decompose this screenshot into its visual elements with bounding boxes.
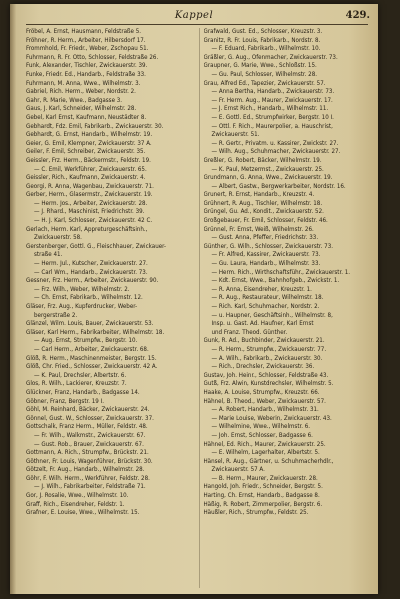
directory-entry: Hangold, Joh. Friedr., Schneider, Bergstr. 5. <box>203 483 323 491</box>
directory-entry: — Herm. Rich., Wirthschaftsführ., Zwickauerstr. 1. <box>211 268 351 276</box>
page-binding-shadow <box>10 4 16 594</box>
directory-entry: — Carl Herm., Arbeiter, Zwickauerstr. 68. <box>34 345 149 353</box>
left-column <box>26 28 193 588</box>
directory-entry: Fuhrmann, R. Fr. Otto, Schlosser, Feldstraße 26. <box>26 53 159 61</box>
directory-entry: — Ch. Ernst, Fabrikarb., Wilhelmstr. 12. <box>34 294 143 302</box>
directory-entry: Gutß, Frz. Alwin, Kunstdrechsler, Wilhelmstr. 5. <box>203 380 334 388</box>
directory-entry: — Gu. Paul, Schlosser, Wilhelmstr. 28. <box>211 70 318 78</box>
directory-entry: Grüngel, Gu. Ad., Kondit., Zwickauerstr. 52. <box>203 208 324 216</box>
directory-entry: Funke, Friedr. Ed., Handarb., Feldstraße 33. <box>26 70 146 78</box>
directory-entry: — u. Haupner, Geschäftsinh., Wilhelmstr. 8, <box>211 311 333 319</box>
directory-entry: — Fr. Wilh., Walkmstr., Zwickauerstr. 67. <box>34 431 146 439</box>
directory-entry: Granitz, R. Fr. Louis, Fabrikarb., Nordstr. 8. <box>203 36 321 44</box>
directory-entry: Grafner, E. Louise, Wwe., Wilhelmstr. 15. <box>26 509 140 517</box>
directory-entry: Gebhardt, G. Ernst, Handarb., Wilhelmstr. 19. <box>26 131 153 139</box>
directory-entry: Gebel, Karl Ernst, Kaufmann, Neustädter 8. <box>26 113 147 121</box>
directory-entry: Greßler, G. Robert, Bäcker, Wilhelmstr. 19. <box>203 156 322 164</box>
directory-entry: — Wilh. Aug., Schuhmacher, Zwickauerstr. 27. <box>211 148 341 156</box>
directory-entry: Geissler, Frz. Herm., Bäckermstr., Feldstr. 19. <box>26 156 151 164</box>
directory-entry: — H. J. Karl, Schlosser, Zwickauerstr. 42 C. <box>34 217 153 225</box>
directory-entry: Geissler, Rich., Kaufmann, Zwickauerstr. 4. <box>26 174 146 182</box>
directory-entry: Fuhrmann, M. Anna, Wwe., Wilhelmstr. 3. <box>26 79 141 87</box>
directory-entry: Gläser, Karl Herm., Fabrikarbeiter, Wilhelmstr. 18. <box>26 328 165 336</box>
directory-entry: Graupner, G. Marie, Wwe., Schloßstr. 15. <box>203 62 317 70</box>
directory-entry: Fröbel, A. Ernst, Hausmann, Feldstraße 5. <box>26 28 142 35</box>
directory-entry: straße 41. <box>34 251 63 259</box>
directory-entry: Gottmann, A. Rich., Strumpfw., Brückstr. 21. <box>26 449 149 457</box>
directory-entry: Graff, Rich., Eisendreher, Feldstr. 1. <box>26 500 125 508</box>
directory-entry: Fröhner, R. Herm., Arbeiter, Hilbersdorf 17. <box>26 36 146 44</box>
directory-entry: — J. Rhard., Maschinist, Friedrichstr. 39. <box>34 208 145 216</box>
directory-entry: Günther, G. Wilh., Schlosser, Zwickauerstr. 73. <box>203 242 334 250</box>
directory-entry: — B. Herm., Maurer, Zwickauerstr. 28. <box>211 474 318 482</box>
directory-page <box>10 4 378 594</box>
directory-entry: Glöß, Chr. Fried., Schlosser, Zwickauerstr. 42 A. <box>26 363 158 371</box>
running-head: Kappel <box>174 10 214 21</box>
directory-entry: Hähnel, Ed. Rich., Maurer, Zwickauerstr. 25. <box>203 440 326 448</box>
directory-entry: Harting, Ch. Ernst, Handarb., Badgasse 8. <box>203 492 320 500</box>
directory-entry: — R. Herm., Strumpfw., Zwickauerstr. 77. <box>211 345 327 353</box>
directory-entry: — Joh. Ernst, Schlosser, Badgasse 6. <box>211 431 313 439</box>
directory-entry: Götzelt, Fr. Aug., Handarb., Wilhelmstr. 28. <box>26 466 145 474</box>
directory-entry: — Fr. Alfred, Kassirer, Zwickauerstr. 73. <box>211 251 321 259</box>
directory-entry: Glöß, R. Herm., Maschinenmeister, Bergstr. 15. <box>26 354 157 362</box>
directory-entry: Gustav, Joh. Heinr., Schlosser, Feldstraße 43. <box>203 371 329 379</box>
directory-entry: Gebhardt, Fdz. Emil, Fabrikarb., Zwickauerstr. 30. <box>26 122 164 130</box>
directory-entry: Zwickauerstr. 57 A. <box>211 466 265 474</box>
directory-entry: Grafwald, Gust. Ed., Schlosser, Kreuzstr. 3. <box>203 28 323 35</box>
directory-entry: Grunert, R. Ernst, Handarb., Kreuzstr. 4. <box>203 191 315 199</box>
directory-entry: Gunk, R. Ad., Buchbinder, Zwickauerstr. 21. <box>203 337 325 345</box>
header-rule <box>26 24 368 25</box>
directory-entry: Funk, Alexander, Tischler, Zwickauerstr. 39. <box>26 62 148 70</box>
directory-entry: Glückner, Franz, Handarb., Badgasse 14. <box>26 388 140 396</box>
page-number: 429. <box>345 10 370 21</box>
directory-entry: und Franz. Theod. Günther. <box>211 328 288 336</box>
right-column <box>199 28 371 588</box>
directory-entry: — Aug. Ernst, Strumpfw., Bergstr. 10. <box>34 337 138 345</box>
directory-entry: — E. Wilhelm, Lagerhalter, Albertstr. 5. <box>211 449 320 457</box>
directory-entry: — Frz. Wilh., Weber, Wilhelmstr. 2. <box>34 285 130 293</box>
directory-entry: — F. Eduard, Fabrikarb., Wilhelmstr. 10. <box>211 45 321 53</box>
directory-entry: — Kdt. Ernst, Wwe., Bahnhofgeb., Zwickstr. 1. <box>211 277 340 285</box>
directory-entry: Hähnel, B. Theod., Weber, Zwickauerstr. 57. <box>203 397 326 405</box>
directory-entry: — A. Wilh., Fabrikarb., Zwickauerstr. 30. <box>211 354 323 362</box>
directory-entry: Gerstenberger, Gottl. G., Fleischhauer, Zwickauer- <box>26 242 167 250</box>
directory-entry: Gräßler, G. Aug., Ofenmacher, Zwickauerstr. 73. <box>203 53 338 61</box>
directory-entry: Grünnel, Fr. Ernst, Weiß, Wilhelmstr. 26. <box>203 225 314 233</box>
directory-entry: — J. Ernst Rich., Handarb., Wilhelmstr. 11. <box>211 105 329 113</box>
directory-entry: bergerstraße 2. <box>34 311 78 319</box>
directory-entry: — Rich. Karl, Schuhmacher, Nordstr. 2. <box>211 303 320 310</box>
directory-entry: Insp. u. Gast. Ad. Haufner, Karl Ernst <box>211 320 314 328</box>
directory-entry: — Herm. Jos., Arbeiter, Zwickauerstr. 28. <box>34 199 148 207</box>
directory-entry: Gerber, Herm., Glasermstr., Zwickauerstr. 19. <box>26 191 153 199</box>
directory-entry: — K. Paul, Metzermst., Zwickauerstr. 25. <box>211 165 324 173</box>
directory-entry: Gerlach, Herm. Karl, Appreturgeschäftsinh., <box>26 225 148 233</box>
directory-entry: — Anna Bertha, Handarb., Zwickauerstr. 73. <box>211 88 335 96</box>
directory-entry: Zwickauerstr. 58. <box>34 234 82 242</box>
directory-entry: — R. Gertr., Privatm. u. Kassirer, Zwickstr. 27. <box>211 139 339 147</box>
directory-entry: Göthner, Fr. Louis, Wagenführer, Brückstr. 30. <box>26 457 153 465</box>
directory-entry: Gläser, Frz. Aug., Kupferdrucker, Weber- <box>26 303 138 310</box>
directory-entry: — Albert, Gastw., Bergwerkarbeiter, Nordstr. 16. <box>211 182 346 190</box>
directory-entry: Göbner, Franz, Bergstr. 19 I. <box>26 397 105 405</box>
directory-entry: Glänzel, Wilm. Louis, Bauer, Zwickauerstr. 53. <box>26 320 154 328</box>
directory-entry: Gönnel, Gust. W., Schlosser, Zwickauerstr. 37. <box>26 414 154 422</box>
directory-entry: Häßig, R. Robert, Zimmerpolier, Bergstr. 6. <box>203 500 323 508</box>
directory-entry: Haake, A. Louise, Strumpfw., Kreuzstr. 66. <box>203 388 320 396</box>
directory-entry: — Carl Wm., Handarb., Zwickauerstr. 73. <box>34 268 148 276</box>
directory-entry: — C. Emil, Werkführer, Zwickauerstr. 65. <box>34 165 147 173</box>
directory-entry: Göhr, F. Wilh. Herm., Werkführer, Feldstr. 28. <box>26 474 150 482</box>
directory-entry: Gottschalk, Franz Herm., Müller, Feldstr. 48. <box>26 423 148 431</box>
entry-columns <box>26 28 370 588</box>
directory-entry: Häußler, Rich., Strumpfw., Feldstr. 25. <box>203 509 309 517</box>
directory-entry: — Gust. Rob., Brauer, Zwickauerstr. 67. <box>34 440 144 448</box>
directory-entry: — K. Paul, Drechsler, Albertstr. 6. <box>34 371 127 379</box>
directory-entry: Grau, Alfred Ed., Tapezier, Zwickauerstr. 57. <box>203 79 326 87</box>
directory-entry: Glos, R. Wilh., Lackierer, Kreuzstr. 7. <box>26 380 127 388</box>
directory-entry: — Gust. Anna, Pfeffer, Friedrichstr. 33. <box>211 234 319 242</box>
directory-entry: — E. Gottl. Ed., Strumpfwirker, Bergstr. 10 I. <box>211 113 334 121</box>
directory-entry: Geiler, F. Emil, Schreiber, Zwickauerstr. 35. <box>26 148 146 156</box>
directory-entry: Grundmann, G. Anna, Wwe., Zwickauerstr. 19. <box>203 174 333 182</box>
directory-entry: Georgi, R. Anna, Wagenbau, Zwickauerstr. 71. <box>26 182 154 190</box>
directory-entry: — Fr. Herm. Aug., Maurer, Zwickauerstr. 17. <box>211 96 333 104</box>
directory-entry: — Wilhelmine, Wwe., Wilhelmstr. 6. <box>211 423 311 431</box>
directory-entry: Geier, G. Emil, Klempner, Zwickauerstr. 37 A. <box>26 139 152 147</box>
directory-entry: Großgebauer, Fr. Emil, Schlosser, Feldstr. 46. <box>203 217 328 225</box>
directory-entry: — J. Wilh., Fabrikarbeiter, Feldstraße 71. <box>34 483 146 491</box>
directory-entry: Gessner, Frz. Herm., Arbeiter, Zwickauerstr. 90. <box>26 277 159 285</box>
directory-entry: — Ottl. F. Rich., Maurerpolier, a. Hauschrist, <box>211 122 333 130</box>
directory-entry: Hänsel, R. Aug., Gärtner, u. Schuhmacherhdlr., <box>203 457 334 465</box>
directory-entry: — Gu. Laura, Handarb., Wilhelmstr. 33. <box>211 260 321 268</box>
directory-entry: — Rich., Drechsler, Zwickauerstr. 36. <box>211 363 315 371</box>
directory-entry: Gabriel, Rich. Herm., Weber, Nordstr. 2. <box>26 88 136 96</box>
directory-entry: — R. Aug., Restaurateur, Wilhelmstr. 18. <box>211 294 324 302</box>
directory-entry: — R. Anna, Eisendreher, Kreuzstr. 1. <box>211 285 312 293</box>
directory-entry: Gaus, J. Karl, Schneider, Wilhelmstr. 28. <box>26 105 137 113</box>
directory-entry: Gor, J. Rosalie, Wwe., Wilhelmstr. 10. <box>26 492 129 500</box>
directory-entry: — Marie Louise, Weberin, Zwickauerstr. 43. <box>211 414 332 422</box>
directory-entry: — Herm. Jul., Kutscher, Zwickauerstr. 27. <box>34 260 148 268</box>
directory-entry: — A. Robert, Handarb., Wilhelmstr. 31. <box>211 406 319 414</box>
directory-entry: Gahr, R. Marie, Wwe., Badgasse 3. <box>26 96 123 104</box>
directory-entry: Grühnert, R. Aug., Tischler, Wilhelmstr. 18. <box>203 199 323 207</box>
directory-entry: Göhl, M. Reinhard, Bäcker, Zwickauerstr. 24. <box>26 406 150 414</box>
directory-entry: Frommhold, Fr. Friedr., Weber, Zschopau 51. <box>26 45 149 53</box>
directory-entry: Zwickauerstr. 51. <box>211 131 260 139</box>
